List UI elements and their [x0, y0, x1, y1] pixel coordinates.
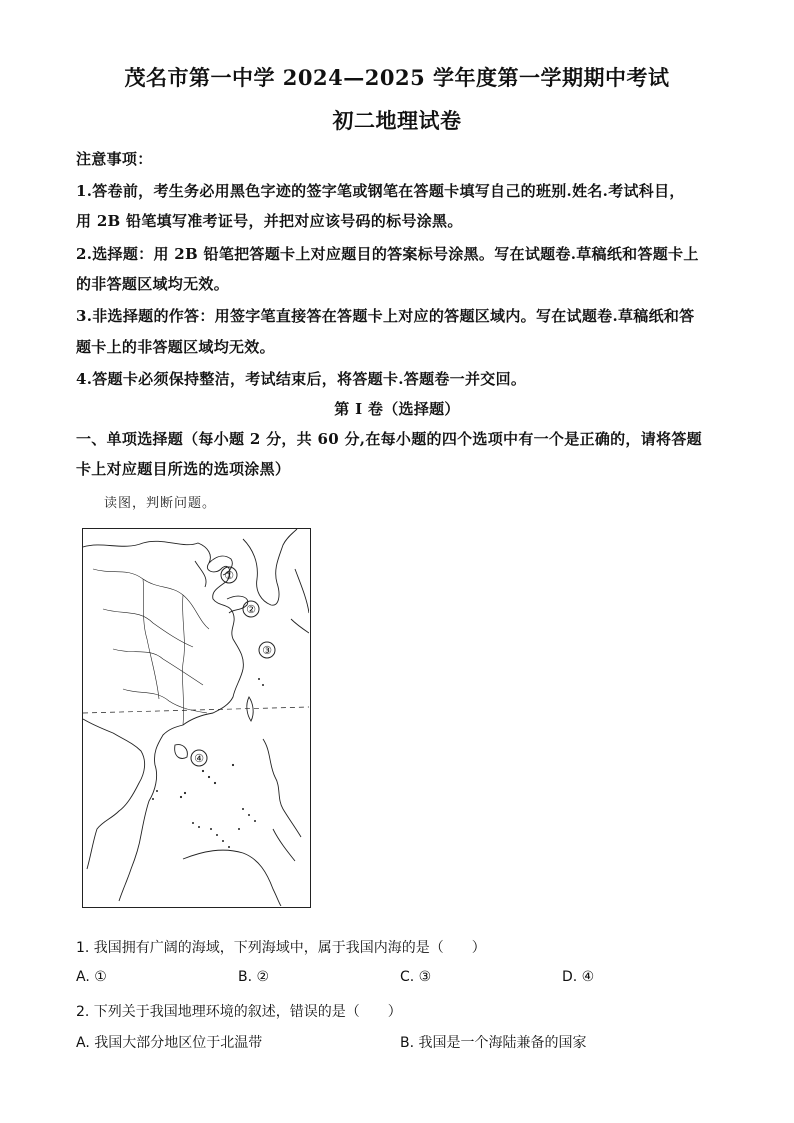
hainan: [175, 745, 188, 759]
part-instructions-1: 一、单项选择题（每小题 2 分，共 60 分,在每小题的四个选项中有一个是正确的，请将答题: [76, 430, 702, 448]
question-1-option-d[interactable]: D. ④: [562, 969, 595, 985]
japan: [291, 569, 309, 633]
question-1-stem: 1. 我国拥有广阔的海域，下列海域中，属于我国内海的是（ ）: [76, 940, 486, 956]
note-line: 2.选择题：用 2B 铅笔把答题卡上对应题目的答案标号涂黑。写在试题卷.草稿纸和答题卡上: [76, 245, 699, 263]
map-label-3: ③: [262, 644, 272, 657]
tropic-line: [83, 707, 309, 713]
bohai-coast: [195, 561, 206, 587]
taiwan: [247, 697, 253, 721]
korea: [243, 529, 297, 605]
note-line: 1.答卷前，考生务必用黑色字迹的签字笔或钢笔在答题卡填写自己的班别.姓名.考试科目，: [76, 182, 685, 200]
exam-subtitle: 初二地理试卷: [332, 108, 462, 133]
question-2-stem: 2. 下列关于我国地理环境的叙述，错误的是（ ）: [76, 1004, 402, 1020]
philippines: [263, 739, 301, 861]
province-border: [93, 569, 209, 725]
indochina: [83, 719, 145, 869]
question-1-option-c[interactable]: C. ③: [400, 969, 432, 985]
question-2-option-b[interactable]: B. 我国是一个海陆兼备的国家: [400, 1035, 587, 1051]
map-label-4: ④: [194, 752, 204, 765]
note-line: 的非答题区域均无效。: [76, 275, 230, 293]
exam-title: 茂名市第一中学 2024—2025 学年度第一学期期中考试: [124, 65, 670, 90]
notes-heading: 注意事项：: [76, 150, 153, 168]
question-1-option-a[interactable]: A. ①: [76, 969, 107, 985]
note-line: 4.答题卡必须保持整洁，考试结束后，将答题卡.答题卷一并交回。: [76, 370, 527, 388]
part-instructions-2: 卡上对应题目所选的选项涂黑）: [76, 460, 291, 478]
question-1-option-b[interactable]: B. ②: [238, 969, 270, 985]
question-2-option-a[interactable]: A. 我国大部分地区位于北温带: [76, 1035, 263, 1051]
map-label-2: ②: [246, 603, 256, 616]
coastline: [83, 541, 243, 901]
note-line: 3.非选择题的作答：用签字笔直接答在答题卡上对应的答题区域内。写在试题卷.草稿纸和答: [76, 307, 695, 325]
map-prompt: 读图，判断问题。: [104, 496, 217, 511]
borneo: [183, 850, 281, 906]
volume-heading: 第 I 卷（选择题）: [334, 400, 460, 418]
china-seas-map: [82, 528, 311, 908]
note-line: 题卡上的非答题区域均无效。: [76, 338, 275, 356]
note-line: 用 2B 铅笔填写准考证号，并把对应该号码的标号涂黑。: [76, 212, 463, 230]
map-label-1: ①: [224, 569, 234, 582]
map-drawing: [83, 529, 309, 906]
